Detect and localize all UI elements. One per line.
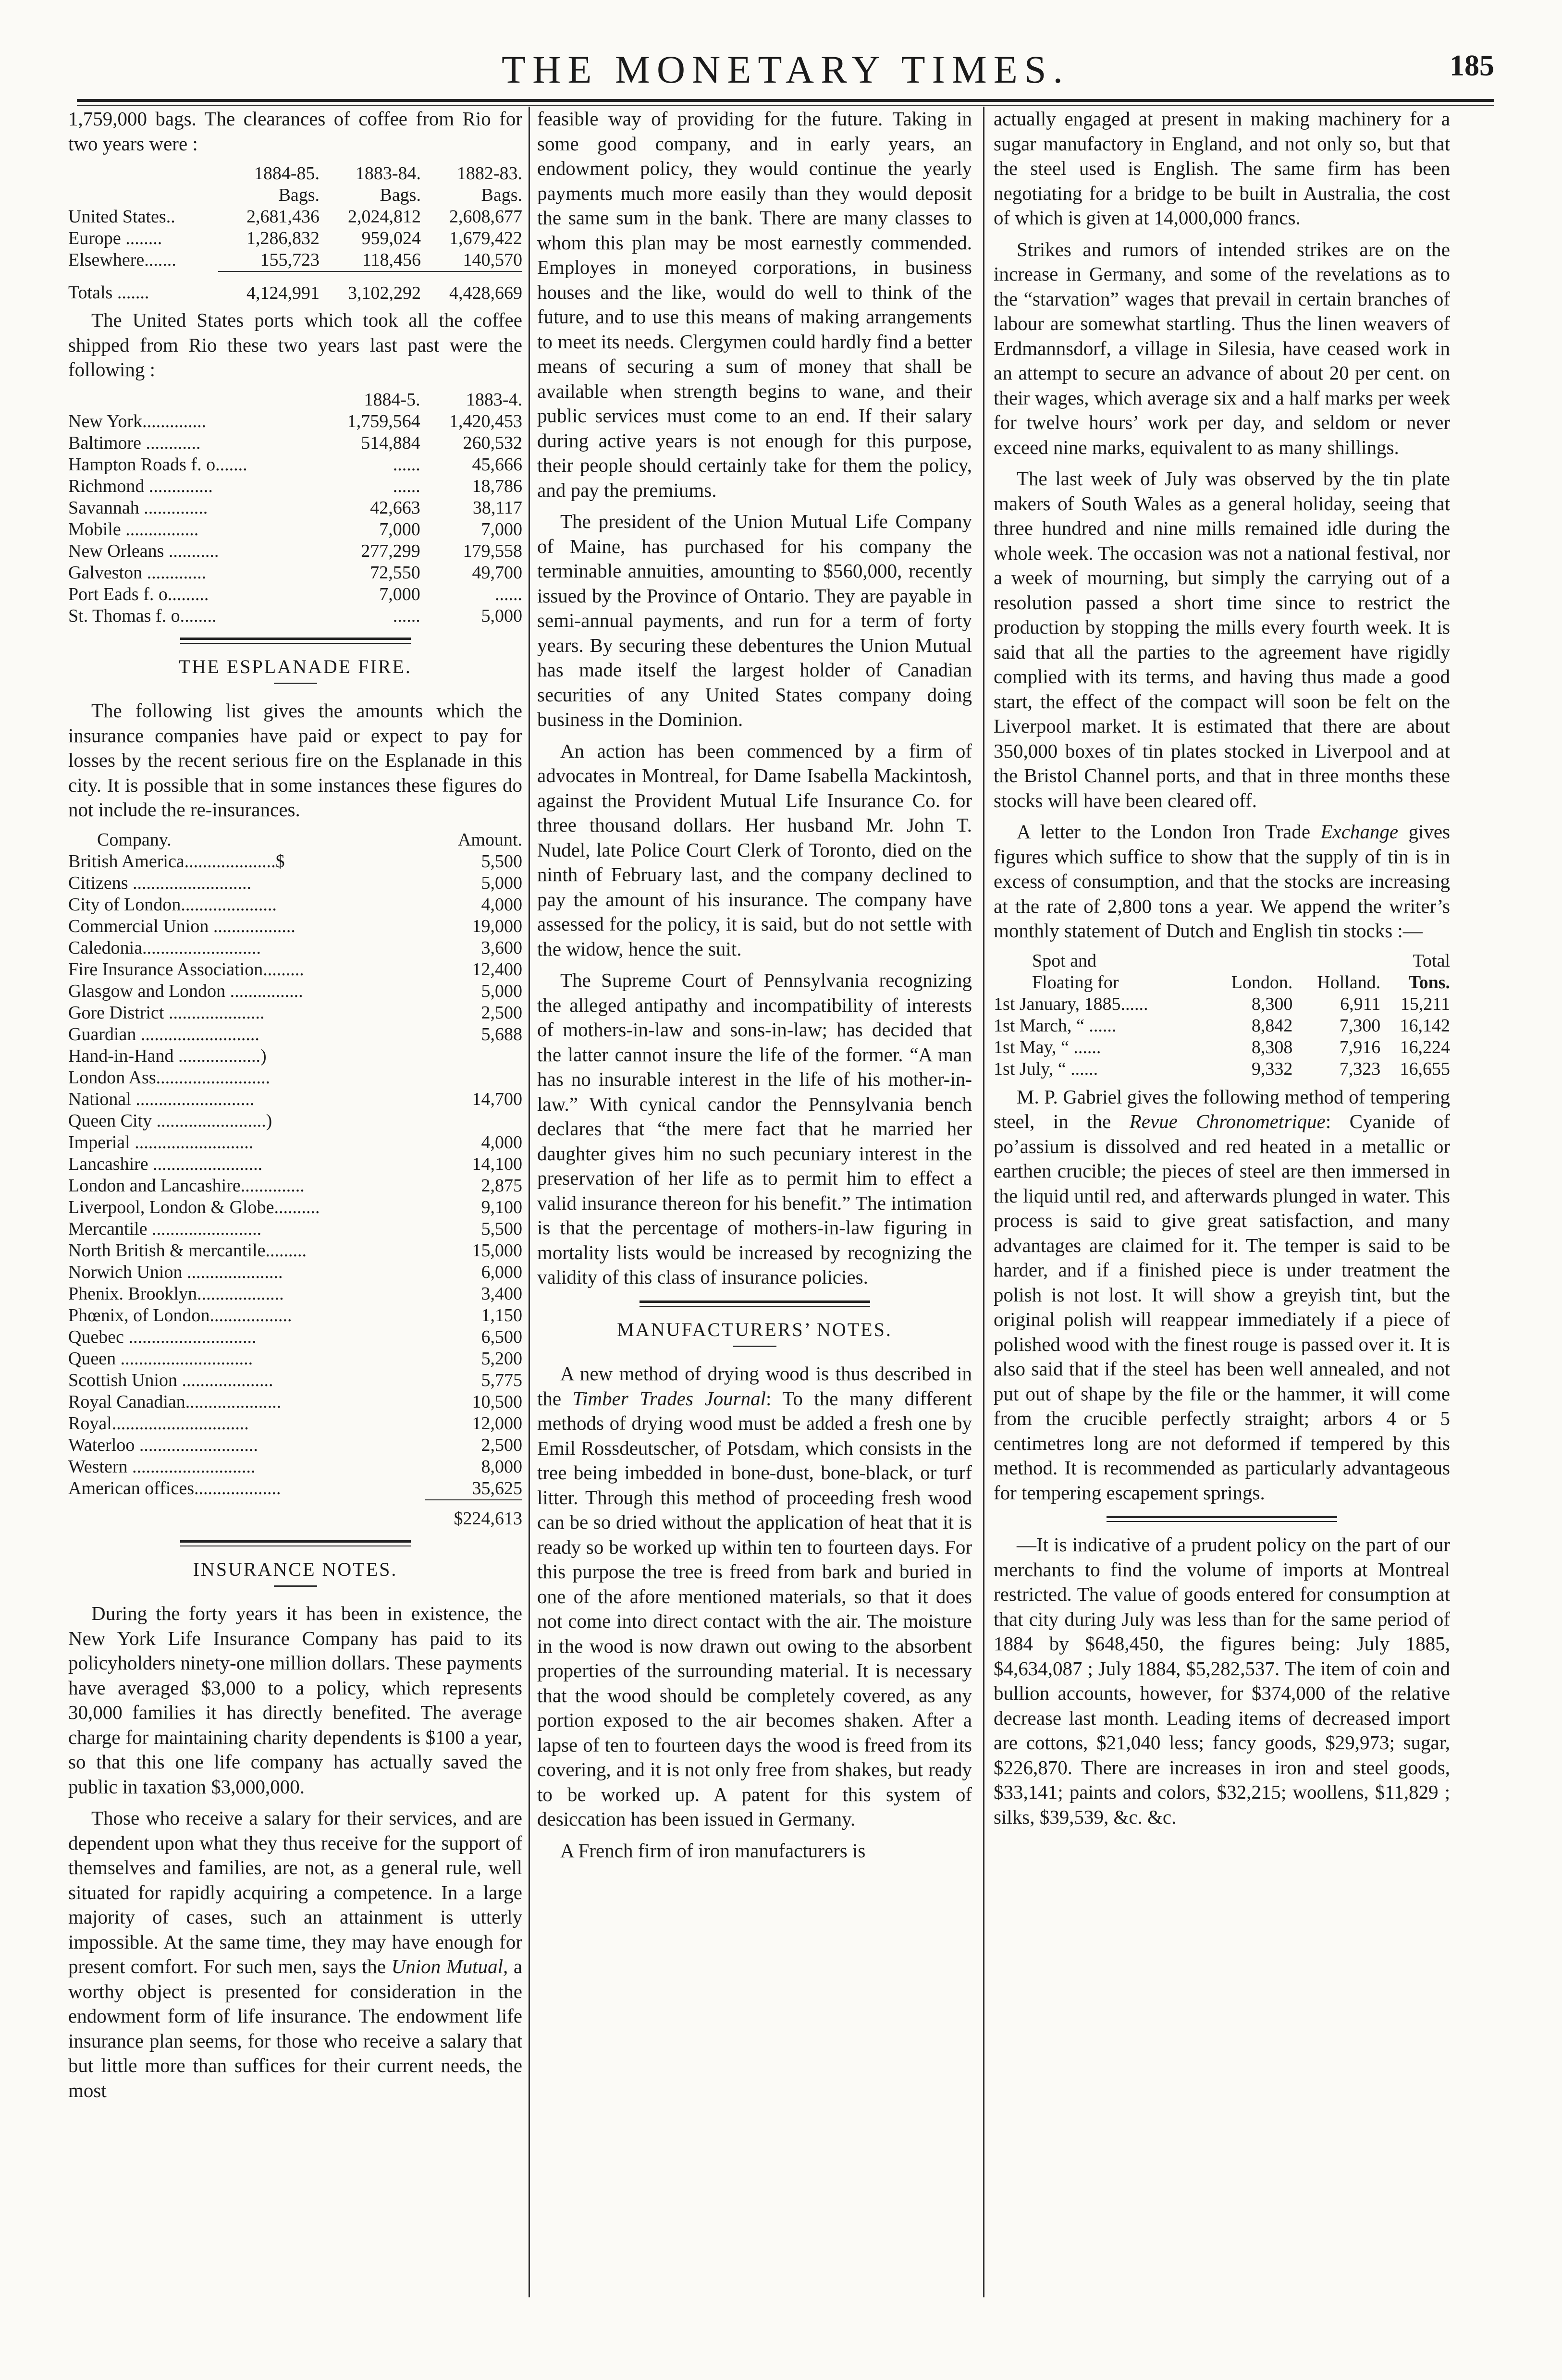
section-rule — [640, 1300, 870, 1307]
table-header — [1207, 950, 1292, 972]
section-heading: INSURANCE NOTES. — [193, 1558, 398, 1580]
table-header: 1884-5. — [364, 389, 420, 410]
table-header: Company. — [97, 829, 172, 850]
table-cell: Caledonia.......................... — [68, 937, 261, 958]
insurance-losses-table — [68, 829, 522, 1530]
table-cell: 16,142 — [1400, 1015, 1450, 1036]
table-cell: 12,400 — [472, 959, 522, 980]
table-unit: Bags. — [481, 185, 522, 205]
table-row — [68, 1045, 522, 1067]
table-row — [68, 1153, 522, 1175]
table-cell: 45,666 — [472, 454, 522, 475]
table-cell: Lancashire ........................ — [68, 1153, 263, 1174]
text-run: : Cyanide of po’assium is dissolved and red heated in a metallic or earthen crucible; the pieces of steel are then immersed in the liquid until red, and afterwards plunged in water. This process is said to give great satisfaction, and many advantages are claimed for it. The temper is said to be harder, and if a finished piece is under treatment the polish is not lost. It will show a greyish tint, but the original polish will reappear immediately if a piece of polished wood with the finest rouge is passed over it. It is also said that if the steel has been well annealed, and not put out of shape by the file or the hammer, it will come from the crucible perfectly straight; arbors 4 or 5 centimetres long are not deformed if tempered by this method. It is recommended as particularly advantageous for tempering escapement springs. — [994, 1110, 1450, 1504]
table-row — [68, 851, 522, 872]
table-cell: 18,786 — [472, 476, 522, 496]
table-cell: 260,532 — [463, 432, 522, 453]
article-paragraph: The Supreme Court of Pennsylvania recognizing the alleged antipathy and incompatibility of interests of mothers-in-law and sons-in-law; has decided that the latter cannot insure the life of the former. “A man has no insurable interest in the life of his mother-in-law.” With cynical candor the Pennsylvania bench declares that “the mere fact that he married her daughter gives him no such pecuniary interest in the preservation of her life as to permit him to effect a valid insurance thereon for his benefit.” The intimation is that the percentage of mothers-in-law figuring in mortality lists would be increased by recognizing the validity of this class of insurance policies. — [537, 969, 972, 1288]
table-cell: North British & mercantile......... — [68, 1240, 307, 1261]
table-header — [68, 163, 218, 184]
table-row — [68, 584, 522, 605]
esplanade-intro: The following list gives the amounts which the insurance companies have paid or expect to pay for losses by the recent serious fire on the Esplanade in this city. It is possible that in some instances these figures do not include the re-insurances. — [68, 699, 522, 821]
table-cell: 2,681,436 — [246, 207, 320, 227]
table-row — [68, 1197, 522, 1218]
section-heading: MANUFACTURERS’ NOTES. — [617, 1318, 892, 1340]
table-cell: 16,224 — [1400, 1037, 1450, 1057]
table-cell: St. Thomas f. o........ — [68, 605, 217, 626]
table-row — [68, 562, 522, 584]
text-run: gives figures which suffice to show that the supply of tin is in excess of consumption, and that the stocks are increasing at the rate of 2,800 tons a year. We append the writer’s monthly statement of Dutch and English tin stocks :— — [994, 821, 1450, 942]
table-header: Tons. — [1408, 972, 1450, 993]
table-cell: Europe ........ — [68, 228, 162, 248]
table-cell: Mobile ................ — [68, 519, 199, 540]
table-cell: Commercial Union .................. — [68, 916, 295, 936]
table-row — [68, 1218, 522, 1240]
table-row — [994, 1015, 1450, 1037]
table-unit — [68, 184, 218, 206]
table-cell: 179,558 — [463, 540, 522, 561]
table-header: 1882-83. — [456, 163, 522, 184]
table-cell: ...... — [393, 605, 420, 626]
table-header: London. — [1231, 972, 1293, 993]
heading-rule — [733, 1346, 776, 1347]
table-cell: 14,700 — [472, 1089, 522, 1109]
table-cell: 14,100 — [472, 1153, 522, 1174]
table-cell: 10,500 — [472, 1391, 522, 1412]
table-row — [68, 1435, 522, 1456]
table-cell: Richmond .............. — [68, 476, 213, 496]
text-run: Those who receive a salary for their services, and are dependent upon what they thus receive for the support of themselves and families, are not, as a general rule, well situated for rapidly acquiring a competence. In a large majority of cases, such an attainment is utterly impossible. At the same time, they may have enough for present comfort. For such men, says the — [68, 1807, 522, 1977]
table-header: 1884-85. — [254, 163, 320, 184]
table-cell — [425, 1045, 522, 1067]
table-header: Holland. — [1317, 972, 1381, 993]
table-cell: 15,000 — [472, 1240, 522, 1261]
table-cell: Royal.............................. — [68, 1413, 249, 1434]
table-cell — [68, 1500, 425, 1530]
masthead — [77, 47, 1494, 100]
publication-name: Exchange — [1320, 821, 1399, 843]
table-row — [68, 497, 522, 519]
table-row — [68, 432, 522, 454]
table-cell: 7,000 — [379, 519, 420, 540]
table-cell: 2,608,677 — [449, 207, 522, 227]
table-cell: ...... — [393, 454, 420, 475]
table-cell: 8,842 — [1251, 1015, 1293, 1036]
text-run: : To the many different methods of drying wood must be added a fresh one by Emil Rossdeutscher, of Potsdam, which consists in the tree being imbedded in bone-dust, bone-black, or turf litter. Through this method of proceeding fresh wood can be so dried without the application of heat that it is ready so be worked up within ten to fourteen days. For this purpose the tree is freed from bark and buried in one of the afore mentioned materials, so that it does not come into direct contact with the air. The moisture in the wood is now drawn out owing to the absorbent properties of the surrounding material. It is necessary that the wood should be completely covered, as any portion exposed to the air becomes shaken. After a lapse of ten to fourteen days the wood is freed from its covering, and it is not only free from shakes, but ready to be worked up. A patent for this system of desiccation has been issued in Germany. — [537, 1387, 972, 1830]
table-cell: 7,000 — [481, 519, 522, 540]
table-cell: 5,200 — [481, 1348, 522, 1369]
table-cell: 4,000 — [481, 894, 522, 915]
table-cell: 1st January, 1885...... — [994, 994, 1148, 1014]
table-cell: New Orleans ........... — [68, 540, 219, 561]
table-row — [68, 1067, 522, 1089]
coffee-ports-table — [68, 389, 522, 627]
table-cell: Elsewhere....... — [68, 250, 176, 270]
masthead-rule — [77, 99, 1494, 106]
table-row — [68, 1478, 522, 1500]
table-cell: 155,723 — [260, 250, 320, 270]
table-cell: 5,000 — [481, 981, 522, 1001]
ports-intro: The United States ports which took all the coffee shipped from Rio these two years last past were the following : — [68, 309, 522, 380]
table-cell: London Ass......................... — [68, 1067, 271, 1088]
publication-name: Revue Chronometrique — [1129, 1110, 1326, 1132]
table-row — [68, 411, 522, 432]
table-cell: 1st May, “ ...... — [994, 1037, 1101, 1057]
table-cell: 5,000 — [481, 605, 522, 626]
table-cell: 2,875 — [481, 1175, 522, 1196]
table-cell: 1,679,422 — [449, 228, 522, 248]
table-cell: ...... — [495, 584, 522, 604]
table-cell: 514,884 — [361, 432, 420, 453]
table-cell: Royal Canadian..................... — [68, 1391, 282, 1412]
table-cell: Queen ............................. — [68, 1348, 253, 1369]
table-cell: 4,124,991 — [218, 271, 320, 304]
table-cell: 3,400 — [481, 1283, 522, 1304]
table-row — [68, 1132, 522, 1153]
table-cell: 72,550 — [370, 562, 420, 583]
article-paragraph — [537, 1362, 972, 1832]
text-run: A letter to the London Iron Trade — [1017, 821, 1321, 843]
table-cell: ...... — [393, 476, 420, 496]
table-row — [68, 1283, 522, 1305]
table-row — [68, 1262, 522, 1283]
table-row — [994, 1037, 1450, 1058]
table-cell: Fire Insurance Association......... — [68, 959, 304, 980]
table-cell: 6,000 — [481, 1262, 522, 1282]
table-cell: Scottish Union .................... — [68, 1370, 273, 1390]
table-row — [68, 937, 522, 959]
table-header — [1292, 950, 1380, 972]
table-unit-row — [68, 184, 522, 206]
table-header: Floating for — [1032, 972, 1119, 993]
table-cell: 6,911 — [1340, 994, 1381, 1014]
table-cell: Imperial .......................... — [68, 1132, 254, 1153]
table-totals-row — [68, 271, 522, 304]
publication-name: Union Mutual, — [391, 1955, 508, 1977]
table-cell: 16,655 — [1400, 1058, 1450, 1079]
table-cell: 6,500 — [481, 1326, 522, 1347]
table-header: 1883-84. — [355, 163, 421, 184]
table-cell: 7,300 — [1339, 1015, 1381, 1036]
table-header: Amount. — [457, 829, 522, 850]
table-row — [68, 1348, 522, 1370]
table-cell: Quebec ............................ — [68, 1326, 257, 1347]
table-cell: Waterloo .......................... — [68, 1435, 258, 1455]
table-row — [68, 1370, 522, 1391]
table-cell: 4,000 — [481, 1132, 522, 1153]
table-cell: National .......................... — [68, 1089, 255, 1109]
table-row — [68, 916, 522, 937]
table-cell: Hampton Roads f. o....... — [68, 454, 247, 475]
text-run: a worthy object is presented for consideration in the endowment form of life insurance. The endowment life insurance plan seems, for those who receive a salary that but little more than suffices for their current needs, the most — [68, 1955, 523, 2101]
table-cell: 5,500 — [481, 1218, 522, 1239]
table-cell: 35,625 — [472, 1478, 522, 1498]
table-cell: Glasgow and London ................ — [68, 981, 303, 1001]
table-cell: 1,150 — [481, 1305, 522, 1325]
coffee-clearances-table — [68, 163, 522, 304]
table-cell: 2,500 — [481, 1435, 522, 1455]
table-row — [994, 1058, 1450, 1080]
table-header: Total — [1413, 950, 1450, 971]
table-cell: Phenix. Brooklyn................... — [68, 1283, 284, 1304]
table-cell — [425, 1067, 522, 1089]
table-cell: Citizens .......................... — [68, 872, 252, 893]
table-totals-row — [68, 1500, 522, 1530]
table-cell: 118,456 — [362, 250, 421, 270]
table-cell: 19,000 — [472, 916, 522, 936]
table-cell: British America....................$ — [68, 851, 285, 871]
table-row — [68, 1002, 522, 1024]
insurance-paragraph — [68, 1806, 522, 2103]
section-rule — [1107, 1516, 1337, 1522]
table-cell: 2,024,812 — [347, 207, 421, 227]
table-row — [68, 540, 522, 562]
table-cell: Totals ....... — [68, 282, 149, 303]
table-unit: Bags. — [278, 185, 320, 205]
table-header-row — [68, 829, 522, 851]
article-paragraph — [994, 1085, 1450, 1506]
article-paragraph: The last week of July was observed by the tin plate makers of South Wales as a general holiday, seeing that three hundred and nine mills remained idle during the whole week. The occasion was not a national festival, nor a week of mourning, but simply the carrying out of a resolution passed a short time since to restrict the production by stopping the mills every fourth week. It is said that all the parties to the agreement have rigidly complied with its terms, and having thus made a good start, the effect of the compact will soon be felt on the Liverpool market. It is estimated that there are about 350,000 boxes of tin plates stocked in Liverpool and at the Bristol Channel ports, and that in three months these stocks will have been cleared off. — [994, 467, 1450, 811]
table-cell: 8,000 — [481, 1456, 522, 1477]
column-3 — [994, 107, 1450, 1836]
table-row — [68, 249, 522, 271]
table-cell: Phœnix, of London.................. — [68, 1305, 292, 1325]
table-unit: Bags. — [380, 185, 421, 205]
table-cell: 1,286,832 — [246, 228, 320, 248]
column-2 — [537, 107, 972, 1870]
table-header-row — [994, 950, 1450, 972]
table-cell: 1st March, “ ...... — [994, 1015, 1117, 1036]
table-cell: City of London..................... — [68, 894, 277, 915]
article-paragraph — [994, 820, 1450, 944]
column-1 — [68, 107, 522, 2110]
table-row — [68, 894, 522, 916]
table-cell: Norwich Union ..................... — [68, 1262, 283, 1282]
table-row — [68, 519, 522, 540]
table-cell: 8,308 — [1251, 1037, 1293, 1057]
article-paragraph: feasible way of providing for the future. Taking in some good company, and in early years, an endowment policy, they would continue the yearly payments much more easily than they would deposit the same sum in the bank. There are many classes to whom this plan may be most earnestly commended. Employes in moneyed corporations, in business houses and the like, would do well to think of the future, and to use this means of making arrangements to meet its needs. Clergymen could hardly find a better means of securing a sum of money that shall be available when strength begins to wane, and their public services must come to an end. If their salary during active years is not enough for this purpose, their people should certainly take for them the policy, and pay the premiums. — [537, 108, 972, 501]
table-row — [68, 476, 522, 497]
table-cell: Galveston ............. — [68, 562, 207, 583]
table-cell: Gore District ..................... — [68, 1002, 265, 1023]
table-cell: 1,420,453 — [449, 411, 522, 431]
table-cell: London and Lancashire.............. — [68, 1175, 305, 1196]
publication-name: Timber Trades Journal — [572, 1387, 766, 1410]
text-run: M. P. Gabriel gives the following method of tempering steel, in the — [994, 1085, 1450, 1132]
table-cell: Liverpool, London & Globe.......... — [68, 1197, 320, 1217]
table-cell: 3,600 — [481, 937, 522, 958]
table-row — [68, 981, 522, 1002]
section-heading: THE ESPLANADE FIRE. — [179, 655, 412, 677]
table-header: 1883-4. — [466, 389, 522, 410]
table-cell: 49,700 — [472, 562, 522, 583]
table-row — [68, 1391, 522, 1413]
table-cell: 7,000 — [379, 584, 420, 604]
page-number: 185 — [1450, 49, 1494, 82]
table-cell: Hand-in-Hand ..................) — [68, 1045, 267, 1066]
article-paragraph: An action has been commenced by a firm of advocates in Montreal, for Dame Isabella Mackintosh, against the Provident Mutual Life Insurance Co. for three thousand dollars. Her husband Mr. John T. Nudel, late Police Court Clerk of Toronto, died on the ninth of February last, and the company declined to pay the amount of his insurance. The company have assessed for the policy, it is said, but do not settle with the widow, hence the suit. — [537, 739, 972, 960]
table-row — [68, 1240, 522, 1262]
table-cell: 1,759,564 — [347, 411, 420, 431]
table-total: $224,613 — [425, 1500, 522, 1530]
coffee-intro: 1,759,000 bags. The clearances of coffee from Rio for two years were : — [68, 108, 522, 155]
table-cell: Western ........................... — [68, 1456, 256, 1477]
table-cell: 5,000 — [481, 872, 522, 893]
table-cell: 277,299 — [361, 540, 420, 561]
table-cell: Port Eads f. o......... — [68, 584, 209, 604]
table-row — [68, 959, 522, 981]
heading-rule — [274, 683, 317, 684]
table-cell: Queen City ........................) — [68, 1110, 272, 1131]
table-cell: 5,688 — [481, 1024, 522, 1044]
table-cell: 2,500 — [481, 1002, 522, 1023]
article-paragraph: The president of the Union Mutual Life Company of Maine, has purchased for his company the terminable annuities, amounting to $560,000, recently issued by the Province of Ontario. They are payable in semi-annual payments, and run for a term of forty years. By securing these debentures the Union Mutual has made itself the largest holder of Canadian securities of any United States company doing business in the Dominion. — [537, 510, 972, 730]
table-cell: Guardian .......................... — [68, 1024, 259, 1044]
table-header-row — [68, 163, 522, 184]
table-row — [68, 1110, 522, 1132]
table-row — [68, 1456, 522, 1478]
table-cell: 3,102,292 — [320, 271, 421, 304]
section-rule — [180, 638, 411, 644]
table-cell: 140,570 — [463, 250, 522, 270]
table-row — [68, 454, 522, 476]
tin-stocks-table — [994, 950, 1450, 1080]
table-row — [68, 228, 522, 249]
article-paragraph: Strikes and rumors of intended strikes are on the increase in Germany, and some of the revelations as to the “starvation” wages that prevail in certain branches of labour are somewhat startling. Thus the linen weavers of Erdmannsdorf, a village in Silesia, have ceased work in an attempt to secure an advance of about 20 per cent. on their wages, which average six and a half marks per week for twelve hours’ work per day, and seldom or never exceed nine marks, equivalent to as many shillings. — [994, 238, 1450, 458]
publication-title: THE MONETARY TIMES. — [502, 48, 1070, 91]
table-cell: American offices................... — [68, 1478, 281, 1498]
article-paragraph: A French firm of iron manufacturers is — [560, 1839, 866, 1862]
table-cell: 15,211 — [1400, 994, 1450, 1014]
table-row — [68, 1089, 522, 1110]
table-cell: 38,117 — [472, 497, 522, 518]
table-cell: 959,024 — [361, 228, 421, 248]
table-cell: 7,323 — [1339, 1058, 1381, 1079]
table-header: Spot and — [1032, 950, 1097, 971]
table-row — [68, 872, 522, 894]
table-cell: United States.. — [68, 207, 175, 227]
table-cell: Baltimore ............ — [68, 432, 201, 453]
column-divider — [983, 107, 984, 2297]
article-paragraph: actually engaged at present in making machinery for a sugar manufactory in England, and not only so, but that the steel used is English. The same firm has been negotiating for a bridge to be built in Australia, the cost of which is given at 14,000,000 francs. — [994, 108, 1450, 229]
table-row — [68, 1413, 522, 1435]
table-row — [68, 1024, 522, 1045]
table-row — [994, 994, 1450, 1015]
table-cell: 1st July, “ ...... — [994, 1058, 1098, 1079]
table-cell: 42,663 — [370, 497, 420, 518]
table-cell: Mercantile ........................ — [68, 1218, 262, 1239]
table-cell: Savannah .............. — [68, 497, 208, 518]
section-rule — [180, 1540, 411, 1546]
table-header-row — [994, 972, 1450, 994]
table-cell: 12,000 — [472, 1413, 522, 1434]
column-divider — [529, 107, 530, 2297]
heading-rule — [274, 1585, 317, 1587]
text-run: A new method of drying wood is thus described in the — [537, 1362, 972, 1410]
table-row — [68, 206, 522, 228]
table-cell: 5,775 — [481, 1370, 522, 1390]
table-cell: New York.............. — [68, 411, 207, 431]
table-cell: 7,916 — [1339, 1037, 1381, 1057]
table-row — [68, 1326, 522, 1348]
table-cell: 9,332 — [1251, 1058, 1293, 1079]
table-cell: 5,500 — [481, 851, 522, 871]
insurance-paragraph: During the forty years it has been in existence, the New York Life Insurance Company has paid to its policyholders ninety-one million dollars. These payments have averaged $3,000 to a policy, which represents 30,000 families it has directly benefited. The average charge for maintaining charity dependents is $100 a year, so that this one life company has actually saved the public in taxation $3,000,000. — [68, 1602, 522, 1798]
article-paragraph: —It is indicative of a prudent policy on the part of our merchants to find the volume of imports at Montreal restricted. The value of goods entered for consumption at that city during July was less than for the same period of 1884 by $648,450, the figures being: July 1885, $4,634,087 ; July 1884, $5,282,537. The item of coin and bullion accounts, however, for $374,000 of the relative decrease last month. Leading items of decreased import are cottons, $21,040 less; fancy goods, $29,973; sugar, $226,870. There are increases in iron and steel goods, $33,141; paints and colors, $32,215; woollens, $11,829 ; silks, $39,539, &c. &c. — [994, 1534, 1450, 1828]
table-cell: 9,100 — [481, 1197, 522, 1217]
table-row — [68, 1305, 522, 1326]
table-cell — [425, 1110, 522, 1132]
table-cell: 4,428,669 — [421, 271, 522, 304]
table-header-row — [68, 389, 522, 411]
table-row — [68, 605, 522, 627]
table-cell: 8,300 — [1251, 994, 1293, 1014]
table-header — [68, 389, 318, 411]
table-row — [68, 1175, 522, 1197]
